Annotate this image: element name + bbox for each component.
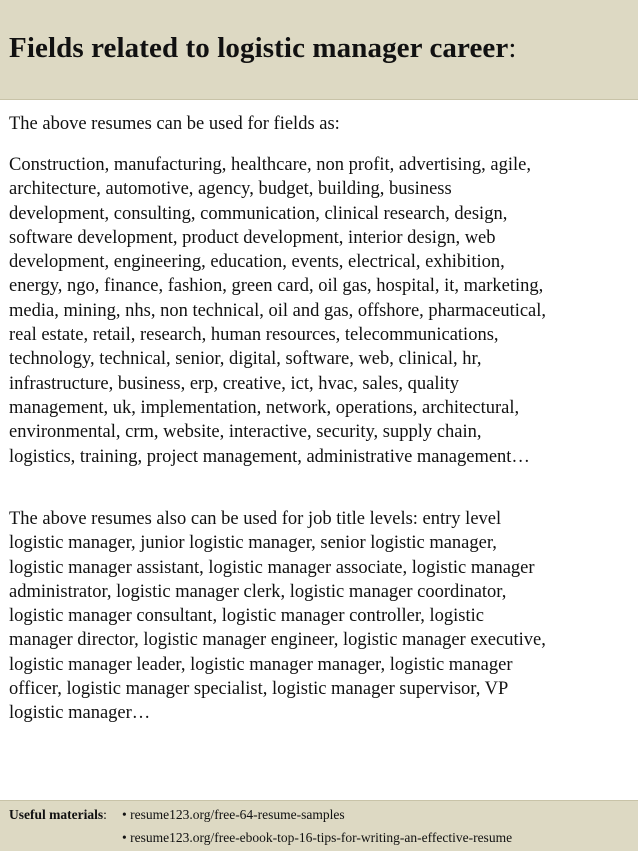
- fields-line: development, engineering, education, events, electrical, exhibition,: [9, 252, 505, 273]
- levels-line: logistic manager…: [9, 703, 151, 724]
- job-levels-paragraph: [9, 507, 631, 726]
- fields-line: environmental, crm, website, interactive, security, supply chain,: [9, 422, 482, 443]
- fields-line: technology, technical, senior, digital, software, web, clinical, hr,: [9, 349, 482, 370]
- intro-text: The above resumes can be used for fields as:: [9, 114, 340, 134]
- levels-line: logistic manager assistant, logistic manager associate, logistic manager: [9, 557, 535, 578]
- useful-materials-label: [9, 805, 107, 825]
- page-title-colon: :: [508, 32, 517, 64]
- fields-line: infrastructure, business, erp, creative, ict, hvac, sales, quality: [9, 373, 460, 394]
- fields-paragraph: [9, 153, 631, 469]
- useful-materials-separator: :: [103, 807, 107, 822]
- fields-line: management, uk, implementation, network, operations, architectural,: [9, 397, 520, 418]
- fields-line: Construction, manufacturing, healthcare, non profit, advertising, agile,: [9, 155, 531, 175]
- levels-line: logistic manager consultant, logistic manager controller, logistic: [9, 606, 484, 627]
- page-title: [9, 30, 517, 66]
- levels-line: administrator, logistic manager clerk, logistic manager coordinator,: [9, 581, 507, 602]
- resume-samples-link[interactable]: • resume123.org/free-64-resume-samples: [122, 807, 345, 822]
- fields-line: software development, product development, interior design, web: [9, 227, 496, 248]
- levels-line: officer, logistic manager specialist, logistic manager supervisor, VP: [9, 679, 509, 700]
- fields-line: media, mining, nhs, non technical, oil and gas, offshore, pharmaceutical,: [9, 300, 547, 321]
- ebook-tips-link[interactable]: • resume123.org/free-ebook-top-16-tips-for-writing-an-effective-resume: [122, 830, 513, 845]
- page-title-text: Fields related to logistic manager career: [9, 32, 509, 64]
- fields-line: logistics, training, project management, administrative management…: [9, 446, 530, 467]
- levels-line: manager director, logistic manager engineer, logistic manager executive,: [9, 630, 546, 651]
- fields-line: development, consulting, communication, clinical research, design,: [9, 203, 508, 224]
- fields-line: energy, ngo, finance, fashion, green card, oil gas, hospital, it, marketing,: [9, 276, 544, 297]
- useful-materials-band: [0, 800, 638, 851]
- useful-materials-label-text: Useful materials: [9, 807, 104, 822]
- levels-line: logistic manager, junior logistic manager, senior logistic manager,: [9, 533, 497, 554]
- fields-line: architecture, automotive, agency, budget, building, business: [9, 179, 452, 200]
- title-band: [0, 0, 638, 100]
- levels-line: The above resumes also can be used for job title levels: entry level: [9, 509, 502, 529]
- levels-line: logistic manager leader, logistic manager manager, logistic manager: [9, 654, 513, 675]
- fields-line: real estate, retail, research, human resources, telecommunications,: [9, 325, 499, 346]
